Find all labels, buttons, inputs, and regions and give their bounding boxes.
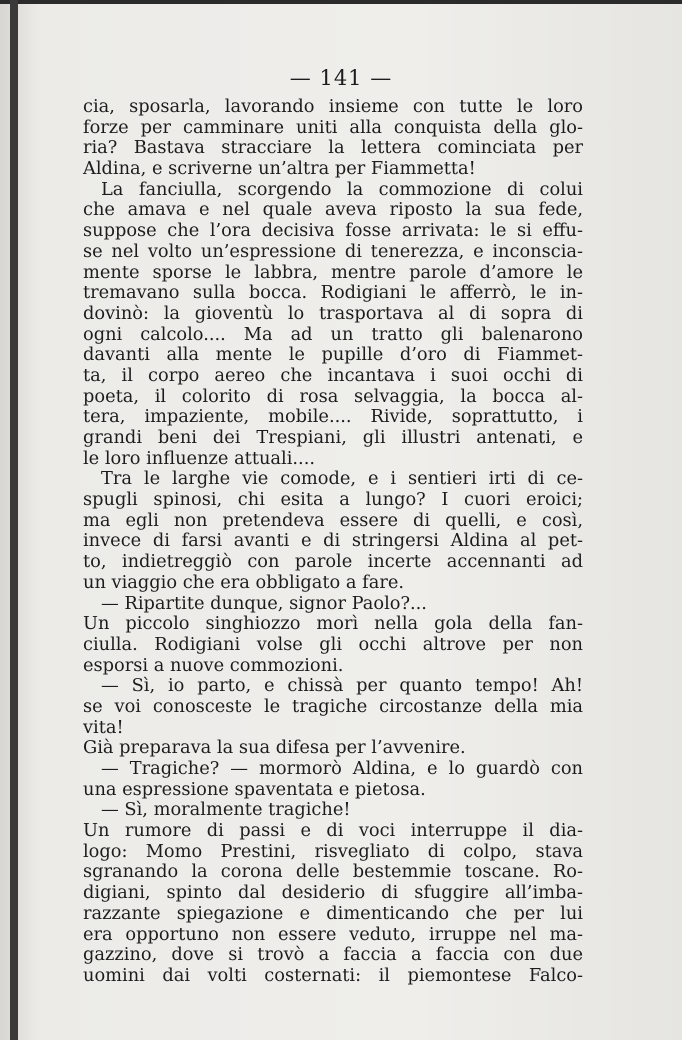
text-line: se nel volto un’espressione di tenerezza, e inconscia- — [83, 240, 583, 262]
text-line: Tra le larghe vie comode, e i sentieri irti di ce- — [101, 468, 583, 490]
text-line: vita! — [83, 716, 124, 738]
text-line: che amava e nel quale aveva riposto la sua fede, — [83, 199, 583, 221]
text-line: — Sì, moralmente tragiche! — [101, 799, 351, 821]
text-line: suppose che l’ora decisiva fosse arrivata: le si effu- — [83, 220, 583, 242]
text-line: uomini dai volti costernati: il piemontese Falco- — [83, 964, 583, 986]
text-line: La fanciulla, scorgendo la commozione di colui — [101, 178, 583, 200]
text-line: — Tragiche? — mormorò Aldina, e lo guardò con — [101, 758, 583, 779]
text-line: — Ripartite dunque, signor Paolo?... — [101, 592, 427, 614]
text-line: razzante spiegazione e dimenticando che per lui — [83, 902, 583, 924]
text-line: sgranando la corona delle bestemmie toscane. Ro- — [83, 861, 583, 883]
text-line: ciulla. Rodigiani volse gli occhi altrove per non — [83, 633, 583, 655]
text-line: se voi conosceste le tragiche circostanze della mia — [83, 695, 583, 717]
text-line: digiani, spinto dal desiderio di sfuggire all’imba- — [83, 882, 583, 904]
text-line: ma egli non pretendeva essere di quelli, e così, — [83, 509, 583, 531]
text-line: le loro influenze attuali.... — [83, 447, 316, 469]
text-line: tera, impaziente, mobile.... Rivide, soprattutto, i — [83, 406, 583, 428]
text-line: invece di farsi avanti e di stringersi Aldina al pet- — [83, 530, 583, 552]
page-spine-shadow — [10, 0, 18, 1040]
text-line: Aldina, e scriverne un’altra per Fiammetta! — [83, 158, 476, 180]
text-line: forze per camminare uniti alla conquista della glo- — [83, 116, 583, 138]
text-line: un viaggio che era obbligato a fare. — [83, 571, 405, 593]
text-line: una espressione spaventata e pietosa. — [83, 778, 426, 800]
text-line: poeta, il colorito di rosa selvaggia, la bocca al- — [83, 385, 583, 407]
text-line: tremavano sulla bocca. Rodigiani le afferrò, le in- — [83, 282, 583, 304]
text-line: gazzino, dove si trovò a faccia a faccia con due — [83, 944, 583, 966]
text-line: davanti alla mente le pupille d’oro di Fiammet- — [83, 344, 583, 366]
text-line: Già preparava la sua difesa per l’avvenire. — [83, 737, 466, 759]
body-text — [83, 97, 583, 987]
text-line: grandi beni dei Trespiani, gli illustri antenati, e — [83, 427, 583, 448]
top-edge — [0, 0, 682, 4]
text-line: spugli spinosi, chi esita a lungo? I cuori eroici; — [83, 489, 583, 511]
text-line: ria? Bastava stracciare la lettera cominciata per — [83, 137, 583, 159]
text-line: to, indietreggiò con parole incerte accennanti ad — [83, 551, 583, 573]
text-line: era opportuno non essere veduto, irruppe nel ma- — [83, 923, 583, 945]
text-line: — Sì, io parto, e chissà per quanto tempo! Ah! — [101, 675, 583, 697]
text-line: ta, il corpo aereo che incantava i suoi occhi di — [83, 364, 583, 386]
text-line: Un rumore di passi e di voci interruppe il dia- — [83, 820, 583, 842]
page-number: — 141 — — [289, 66, 393, 90]
text-line: ogni calcolo.... Ma ad un tratto gli balenarono — [83, 323, 583, 345]
text-line: esporsi a nuove commozioni. — [83, 654, 344, 676]
text-line: mente sporse le labbra, mentre parole d’amore le — [83, 261, 583, 283]
text-line: Un piccolo singhiozzo morì nella gola della fan- — [83, 613, 583, 635]
text-line: dovinò: la gioventù lo trasportava al di sopra di — [83, 302, 583, 324]
text-line: cia, sposarla, lavorando insieme con tutte le loro — [83, 96, 583, 117]
text-line: logo: Momo Prestini, risvegliato di colpo, stava — [83, 840, 583, 862]
